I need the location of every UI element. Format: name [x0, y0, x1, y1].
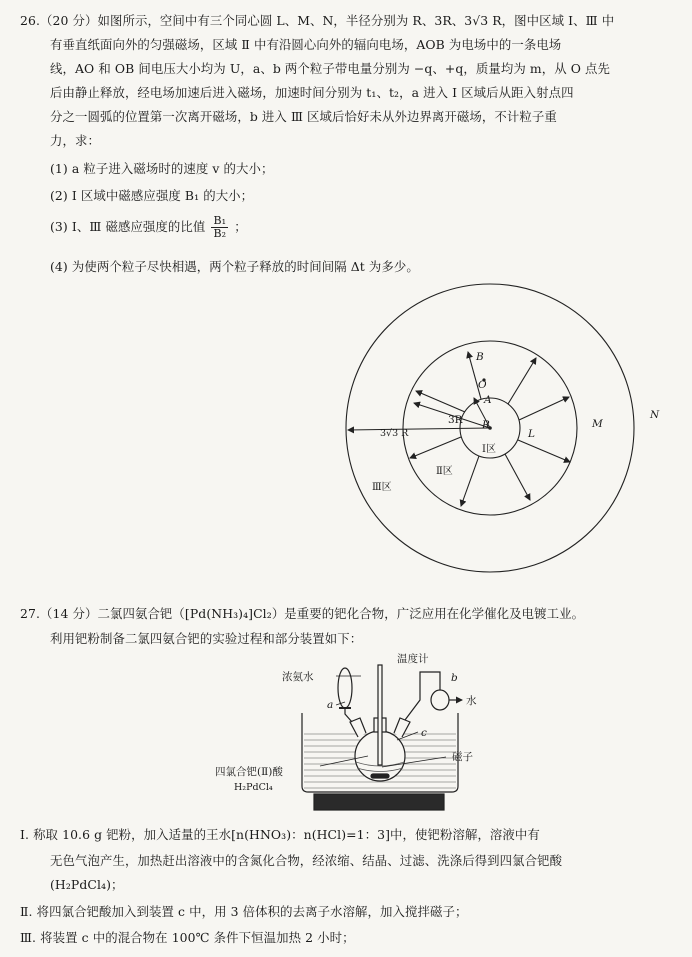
label-a-funnel: a	[327, 699, 334, 711]
q26-sub-2: (2) Ⅰ 区域中磁感应强度 B₁ 的大小；	[50, 188, 254, 203]
label-a: A	[484, 394, 492, 406]
label-3r: 3R	[448, 414, 463, 426]
label-acid: 四氯合钯(Ⅱ)酸	[215, 766, 283, 778]
q26-sub-3-text: (3) Ⅰ、Ⅲ 磁感应强度的比值	[50, 219, 206, 234]
label-o: O	[478, 379, 487, 391]
q26-line-4: 后由静止释放，经电场加速后进入磁场，加速时间分别为 t₁、t₂，a 进入 Ⅰ 区域后从距入射点四	[50, 85, 574, 100]
q26-line-2: 有垂直纸面向外的匀强磁场，区域 Ⅱ 中有沿圆心向外的辐向电场，AOB 为电场中的一条电场	[50, 37, 562, 52]
step-2: Ⅱ. 将四氯合钯酸加入到装置 c 中，用 3 倍体积的去离子水溶解，加入搅拌磁子；	[20, 904, 468, 919]
label-thermometer: 温度计	[397, 653, 429, 665]
q26-sub-3-end: ；	[234, 219, 247, 234]
q27-line-1: 27.（14 分）二氯四氨合钯（[Pd(NH₃)₄]Cl₂）是重要的钯化合物，广泛应用在化学催化及电镀工业。	[20, 606, 585, 621]
label-r: R	[482, 419, 490, 431]
stir-bar	[371, 774, 389, 778]
q27-line-2: 利用钯粉制备二氯四氨合钯的实验过程和部分装置如下：	[50, 631, 363, 646]
q26-line-3: 线，AO 和 OB 间电压大小均为 U，a、b 两个粒子带电量分别为 −q、+q，质量均为 m，从 O 点先	[50, 61, 611, 76]
q26-line-1: 26.（20 分）如图所示，空间中有三个同心圆 L、M、N，半径分别为 R、3R、3√3 R，图中区域 Ⅰ、Ⅲ 中	[20, 13, 615, 28]
q26-line-5: 分之一圆弧的位置第一次离开磁场，b 进入 Ⅲ 区域后恰好未从外边界离开磁场，不计粒子重	[50, 109, 557, 124]
label-water: 水	[466, 695, 477, 707]
label-b-bubbler: b	[451, 672, 458, 684]
label-region-3: Ⅲ区	[372, 482, 392, 493]
label-ammonia: 浓氨水	[282, 671, 314, 683]
hot-plate	[314, 794, 444, 810]
fraction-numerator: B₁	[213, 214, 227, 227]
label-3sqrt3r: 3√3 R	[380, 428, 409, 439]
q26-line-6: 力，求：	[50, 133, 100, 148]
label-c-flask: c	[421, 727, 427, 739]
label-stir-bar: 磁子	[452, 751, 473, 763]
label-l: L	[528, 428, 535, 440]
label-formula: H₂PdCl₄	[234, 782, 273, 793]
label-region-2: Ⅱ区	[436, 466, 453, 477]
step-1-line-2: 无色气泡产生，加热赶出溶液中的含氮化合物，经浓缩、结晶、过滤、洗涤后得到四氯合钯酸	[50, 853, 563, 868]
bubbler-b	[431, 690, 449, 710]
step-1-line-1: Ⅰ. 称取 10.6 g 钯粉，加入适量的王水[n(HNO₃)：n(HCl)=1：3]中，使钯粉溶解，溶液中有	[20, 827, 540, 842]
label-b: B	[476, 351, 484, 363]
step-1-line-3: (H₂PdCl₄)；	[50, 877, 124, 892]
label-m: M	[592, 418, 603, 430]
label-n: N	[650, 409, 660, 421]
step-3: Ⅲ. 将装置 c 中的混合物在 100℃ 条件下恒温加热 2 小时；	[20, 930, 355, 945]
q26-sub-1: (1) a 粒子进入磁场时的速度 v 的大小；	[50, 161, 274, 176]
label-region-1: Ⅰ区	[482, 444, 496, 455]
thermometer	[378, 665, 382, 765]
q26-sub-4: (4) 为使两个粒子尽快相遇，两个粒子释放的时间间隔 Δt 为多少。	[50, 259, 419, 274]
fraction-denominator: B₂	[213, 227, 227, 240]
